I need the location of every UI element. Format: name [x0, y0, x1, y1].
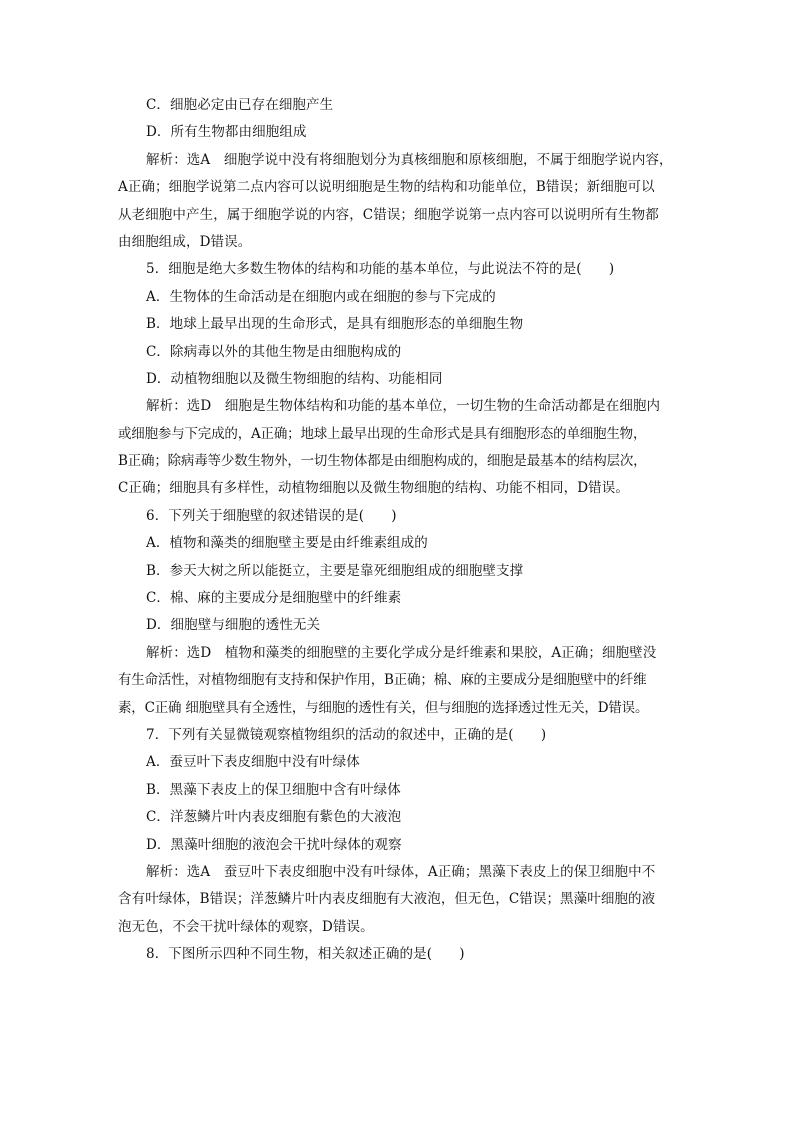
- analysis-line: B正确；除病毒等少数生物外，一切生物体都是由细胞构成的，细胞是最基本的结构层次，: [118, 453, 647, 470]
- question-6: 6．下列关于细胞壁的叙述错误的是( ): [146, 507, 397, 524]
- option-line: D．细胞壁与细胞的透性无关: [146, 617, 321, 634]
- analysis-line: 解析：选D 植物和藻类的细胞壁的主要化学成分是纤维素和果胶，A正确；细胞壁没: [146, 644, 657, 661]
- option-line: D．动植物细胞以及微生物细胞的结构、功能相同: [146, 370, 443, 387]
- analysis-line: C正确；细胞具有多样性，动植物细胞以及微生物细胞的结构、功能不相同，D错误。: [118, 480, 629, 497]
- analysis-line: 由细胞组成，D错误。: [118, 233, 252, 250]
- option-line: D．所有生物都由细胞组成: [146, 124, 307, 141]
- option-line: B．参天大树之所以能挺立，主要是靠死细胞组成的细胞壁支撑: [146, 562, 524, 579]
- question-8: 8．下图所示四种不同生物，相关叙述正确的是( ): [146, 946, 465, 963]
- option-line: A．植物和藻类的细胞壁主要是由纤维素组成的: [146, 535, 428, 552]
- analysis-line: 解析：选A 细胞学说中没有将细胞划分为真核细胞和原核细胞，不属于细胞学说内容，: [146, 151, 673, 168]
- option-line: C．除病毒以外的其他生物是由细胞构成的: [146, 343, 402, 360]
- option-line: C．棉、麻的主要成分是细胞壁中的纤维素: [146, 590, 402, 607]
- analysis-line: A正确；细胞学说第二点内容可以说明细胞是生物的结构和功能单位，B错误；新细胞可以: [118, 179, 655, 196]
- option-line: B．黑藻下表皮上的保卫细胞中含有叶绿体: [146, 781, 401, 798]
- option-line: A．生物体的生命活动是在细胞内或在细胞的参与下完成的: [146, 288, 496, 305]
- analysis-line: 泡无色，不会干扰叶绿体的观察，D错误。: [118, 918, 374, 935]
- analysis-line: 有生命活性，对植物细胞有支持和保护作用，B正确；棉、麻的主要成分是细胞壁中的纤维: [118, 672, 647, 689]
- option-line: D．黑藻叶细胞的液泡会干扰叶绿体的观察: [146, 836, 402, 853]
- analysis-line: 或细胞参与下完成的，A正确；地球上最早出现的生命形式是具有细胞形态的单细胞生物，: [118, 425, 647, 442]
- question-7: 7．下列有关显微镜观察植物组织的活动的叙述中，正确的是( ): [146, 726, 547, 743]
- question-5: 5．细胞是绝大多数生物体的结构和功能的基本单位，与此说法不符的是( ): [146, 261, 615, 278]
- analysis-line: 解析：选D 细胞是生物体结构和功能的基本单位，一切生物的生命活动都是在细胞内: [146, 398, 661, 415]
- analysis-line: 含有叶绿体，B错误；洋葱鳞片叶内表皮细胞有大液泡，但无色，C错误；黑藻叶细胞的液: [118, 891, 656, 908]
- analysis-line: 解析：选A 蚕豆叶下表皮细胞中没有叶绿体，A正确；黑藻下表皮上的保卫细胞中不: [146, 863, 656, 880]
- option-line: A．蚕豆叶下表皮细胞中没有叶绿体: [146, 754, 360, 771]
- option-line: B．地球上最早出现的生命形式，是具有细胞形态的单细胞生物: [146, 316, 524, 333]
- option-line: C．细胞必定由已存在细胞产生: [146, 97, 334, 113]
- document-body: [118, 92, 678, 969]
- option-line: C．洋葱鳞片叶内表皮细胞有紫色的大液泡: [146, 809, 402, 826]
- analysis-line: 素，C正确 细胞壁具有全透性，与细胞的透性有关，但与细胞的选择透过性无关，D错误。: [118, 699, 649, 716]
- analysis-line: 从老细胞中产生，属于细胞学说的内容，C错误；细胞学说第一点内容可以说明所有生物都: [118, 206, 659, 223]
